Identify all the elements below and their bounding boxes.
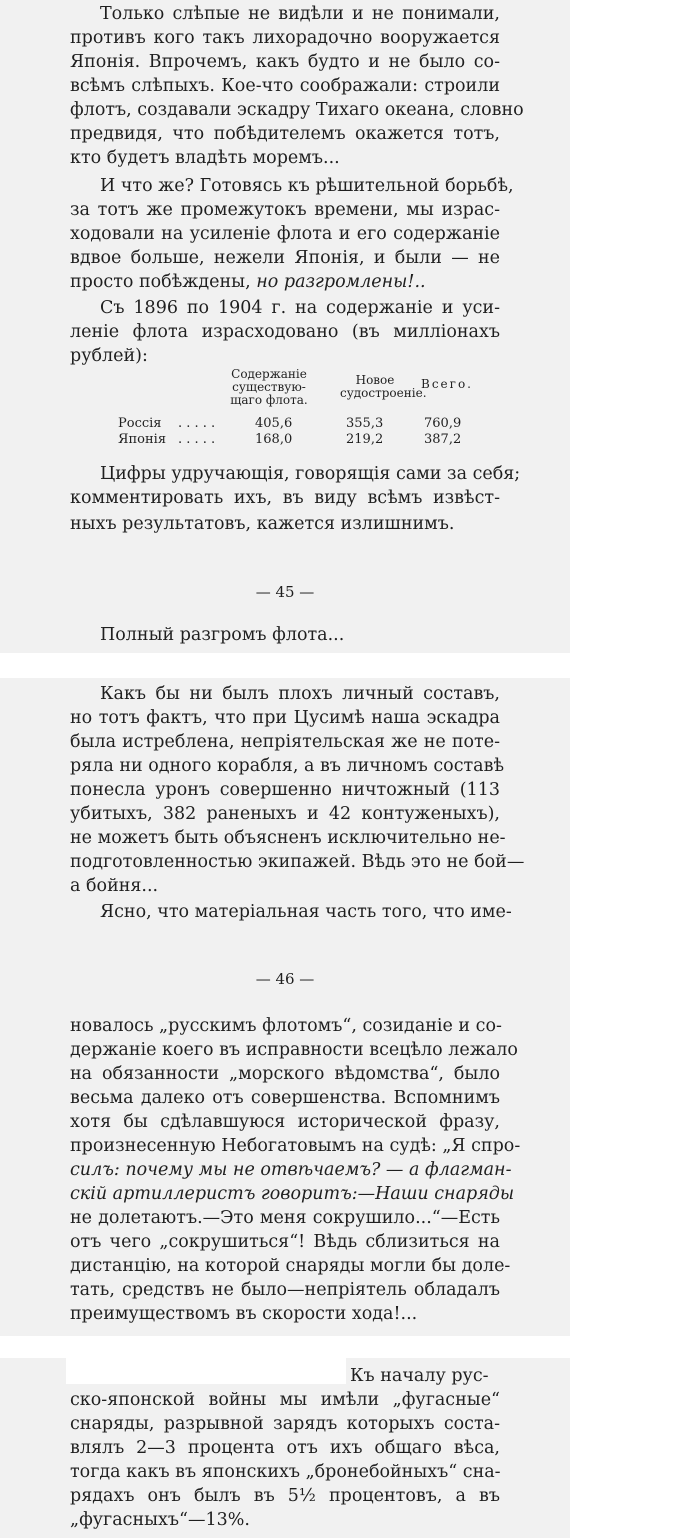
text-line: весьма далеко отъ совершенства. Вспомнимъ bbox=[70, 1088, 500, 1108]
table-row-label: Японія bbox=[118, 432, 167, 447]
text-line: на обязанности „морского вѣдомства“, было bbox=[70, 1064, 500, 1084]
table-header: Содержаніе существую-щаго флота. bbox=[230, 367, 308, 407]
text-line: противъ кого такъ лихорадочно вооружается bbox=[70, 28, 500, 48]
text-line: убитыхъ, 382 раненыхъ и 42 контуженыхъ), bbox=[70, 804, 500, 824]
text-line: леніе флота израсходовано (въ милліонахъ bbox=[70, 322, 500, 342]
text-line: хотя бы сдѣлавшуюся исторической фразу, bbox=[70, 1112, 500, 1132]
text-line: была истреблена, непріятельская же не поте- bbox=[70, 732, 500, 752]
text-line: не долетаютъ.—Это меня сокрушило...“—Есть bbox=[70, 1208, 500, 1228]
table-cell: 760,9 bbox=[424, 416, 462, 431]
text-span: просто побѣждены, bbox=[70, 272, 257, 292]
text-line: снаряды, разрывной зарядъ которыхъ соста- bbox=[70, 1414, 500, 1434]
text-line: комментировать ихъ, въ виду всѣмъ извѣст- bbox=[70, 488, 500, 508]
text-line: предвидя, что побѣдителемъ окажется тотъ, bbox=[70, 124, 500, 144]
page-fragment-4 bbox=[0, 1358, 570, 1538]
text-line: держаніе коего въ исправности всецѣло лежало bbox=[70, 1040, 518, 1060]
text-line: преимуществомъ въ скорости хода!... bbox=[70, 1304, 418, 1324]
text-line: тогда какъ въ японскихъ „бронебойныхъ“ сна- bbox=[70, 1462, 501, 1482]
text-line: Къ началу рус- bbox=[350, 1366, 489, 1386]
text-line: тать, средствъ не было—непріятель обладалъ bbox=[70, 1280, 500, 1300]
text-line: произнесенную Небогатовымъ на судѣ: „Я спро- bbox=[70, 1136, 521, 1156]
text-line: за тотъ же промежутокъ времени, мы израс- bbox=[70, 200, 500, 220]
page-fragment-2 bbox=[0, 555, 570, 653]
text-line: Только слѣпые не видѣли и не понимали, bbox=[100, 4, 500, 24]
redaction-box bbox=[66, 1358, 346, 1384]
table-header: Новое судостроеніе. bbox=[340, 373, 427, 400]
page-number: — 46 — bbox=[255, 970, 315, 988]
table-header: Всего. bbox=[421, 377, 473, 391]
text-line: не можетъ быть объясненъ исключительно не- bbox=[70, 828, 506, 848]
text-line: „фугасныхъ“—13%. bbox=[70, 1510, 250, 1530]
table-cell: 387,2 bbox=[424, 432, 462, 447]
text-line: понесла уронъ совершенно ничтожный (113 bbox=[70, 780, 500, 800]
text-line bbox=[70, 270, 570, 294]
table-cell: 219,2 bbox=[346, 432, 384, 447]
page-fragment-3 bbox=[0, 678, 570, 1336]
table-dots: . . . . . bbox=[178, 432, 216, 447]
text-line: Съ 1896 по 1904 г. на содержаніе и уси- bbox=[100, 298, 500, 318]
text-line: но тотъ фактъ, что при Цусимѣ наша эскадра bbox=[70, 708, 500, 728]
text-line: вдвое больше, нежели Японія, и были — не bbox=[70, 248, 500, 268]
text-line: И что же? Готовясь къ рѣшительной борьбѣ, bbox=[100, 176, 514, 196]
text-line: скій артиллеристъ говоритъ:—Наши снаряды bbox=[70, 1184, 515, 1204]
text-line: новалось „русскимъ флотомъ“, созиданіе и со- bbox=[70, 1016, 502, 1036]
text-line: флотъ, создавали эскадру Тихаго океана, словно bbox=[70, 100, 524, 120]
italic-span: но разгромлены!.. bbox=[256, 272, 426, 292]
table-dots: . . . . . bbox=[178, 416, 216, 431]
text-line: ныхъ результатовъ, кажется излишнимъ. bbox=[70, 514, 455, 534]
text-line: Какъ бы ни былъ плохъ личный составъ, bbox=[100, 684, 500, 704]
page-fragment-1 bbox=[0, 0, 570, 555]
text-line: силъ: почему мы не отвѣчаемъ? — а флагман- bbox=[70, 1160, 512, 1180]
text-line: Ясно, что матеріальная часть того, что име- bbox=[100, 902, 512, 922]
text-line: ходовали на усиленіе флота и его содержаніе bbox=[70, 224, 500, 244]
text-line: ряла ни одного корабля, а въ личномъ составѣ bbox=[70, 756, 505, 776]
table-cell: 168,0 bbox=[255, 432, 293, 447]
text-line: отъ чего „сокрушиться“! Вѣдь сблизиться на bbox=[70, 1232, 500, 1252]
text-line: Полный разгромъ флота... bbox=[100, 625, 345, 645]
text-line: рублей): bbox=[70, 346, 148, 366]
table-cell: 355,3 bbox=[346, 416, 384, 431]
text-line: подготовленностью экипажей. Вѣдь это не бой— bbox=[70, 852, 525, 872]
table-cell: 405,6 bbox=[255, 416, 293, 431]
text-line: Цифры удручающія, говорящія сами за себя; bbox=[100, 464, 521, 484]
text-line: а бойня... bbox=[70, 876, 159, 896]
text-line: влялъ 2—3 процента отъ ихъ общаго вѣса, bbox=[70, 1438, 500, 1458]
text-line: кто будетъ владѣть моремъ... bbox=[70, 148, 340, 168]
table-row-label: Россія bbox=[118, 416, 162, 431]
text-line: Японія. Впрочемъ, какъ будто и не было со- bbox=[70, 52, 500, 72]
text-line: дистанцію, на которой снаряды могли бы доле- bbox=[70, 1256, 511, 1276]
text-line: всѣмъ слѣпыхъ. Кое-что соображали: строили bbox=[70, 76, 500, 96]
text-line: рядахъ онъ былъ въ 5½ процентовъ, а въ bbox=[70, 1486, 500, 1506]
text-line: ско-японской войны мы имѣли „фугасные“ bbox=[70, 1390, 500, 1410]
page-number: — 45 — bbox=[255, 583, 315, 601]
